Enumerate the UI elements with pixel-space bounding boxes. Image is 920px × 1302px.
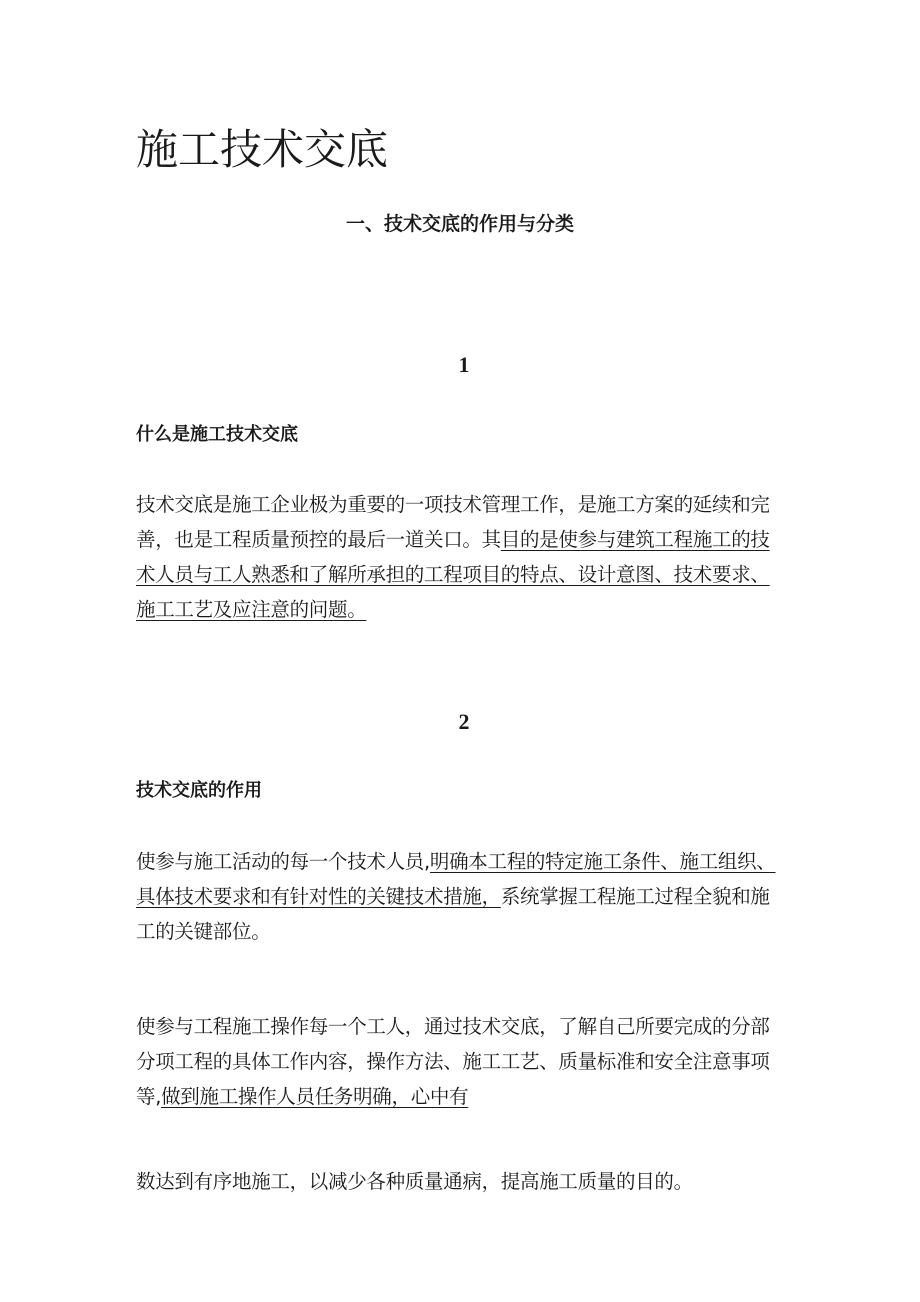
paragraph-text: 使参与工程施工操作每一个工人，通过技术交底，了解自己所要完成的分部分项工程的具体工作内容，操作方法、施工工艺、质量标准和安全注意事项等, xyxy=(136,1015,770,1108)
underlined-text: 目的是使参与建筑工程施工的技术人员与工人熟悉和了解所承担的工程项目的特点、设计意图、技术要求、施工工艺及应注意的问题。 xyxy=(136,528,770,621)
paragraph-definition xyxy=(136,487,784,627)
paragraph-text: 使参与施工活动的每一个技术人员, xyxy=(136,850,430,873)
section-number-1: 1 xyxy=(458,352,470,377)
paragraph-text: 系统掌握工程施工过程全貌和施工的关键部位。 xyxy=(136,885,770,943)
section-number-2: 2 xyxy=(458,709,470,734)
paragraph-text: 数达到有序地施工，以减少各种质量通病，提高施工质量的目的。 xyxy=(136,1170,693,1193)
document-title: 施工技术交底 xyxy=(136,125,389,174)
underlined-text: 明确本工程的特定施工条件、施工组织、具体技术要求和有针对性的关键技术措施， xyxy=(136,850,776,908)
section-heading: 一、技术交底的作用与分类 xyxy=(345,213,574,235)
underlined-text: 做到施工操作人员任务明确，心中有 xyxy=(161,1085,469,1108)
paragraph-text: 技术交底是施工企业极为重要的一项技术管理工作，是施工方案的延续和完善，也是工程质量预控的最后一道关口。其 xyxy=(136,493,770,551)
paragraph-conclusion xyxy=(136,1164,784,1199)
paragraph-technicians xyxy=(136,844,784,949)
subsection-heading-purpose: 技术交底的作用 xyxy=(136,780,262,801)
paragraph-workers xyxy=(136,1009,784,1114)
subsection-heading-what-is: 什么是施工技术交底 xyxy=(136,424,298,445)
